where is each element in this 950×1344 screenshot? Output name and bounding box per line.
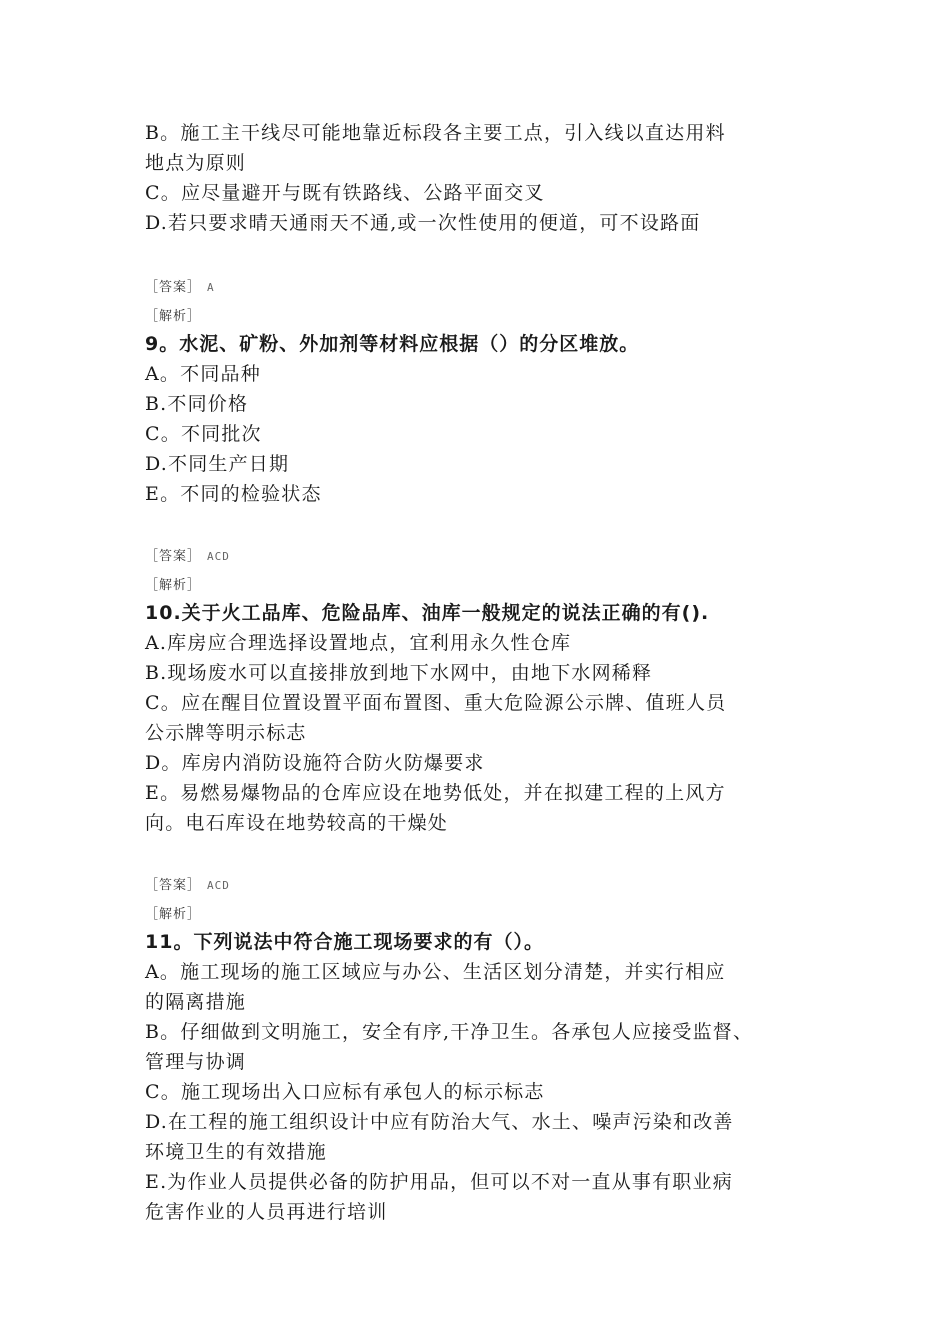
analysis-label: ［解析］ xyxy=(145,309,202,324)
q8-option-b-line1: B。施工主干线尽可能地靠近标段各主要工点，引入线以直达用料 xyxy=(145,122,726,144)
answer-value: ACD xyxy=(207,550,230,563)
q10-analysis-label xyxy=(145,906,201,924)
q8-option-c: C。应尽量避开与既有铁路线、公路平面交叉 xyxy=(145,182,545,204)
answer-label: ［答案］ xyxy=(145,549,202,564)
q10-answer xyxy=(145,877,230,895)
q11-option-e-line1: E.为作业人员提供必备的防护用品，但可以不对一直从事有职业病 xyxy=(145,1171,733,1193)
q11-option-d-line2: 环境卫生的有效措施 xyxy=(145,1141,327,1163)
answer-value: A xyxy=(207,281,215,294)
q11-option-a-line2: 的隔离措施 xyxy=(145,991,247,1013)
q10-option-e-line1: E。易燃易爆物品的仓库应设在地势低处，并在拟建工程的上风方 xyxy=(145,782,726,804)
answer-label: ［答案］ xyxy=(145,280,202,295)
q8-option-b-line2: 地点为原则 xyxy=(145,152,247,174)
q11-option-b-line1: B。仔细做到文明施工，安全有序,干净卫生。各承包人应接受监督、 xyxy=(145,1021,754,1043)
q11-option-b-line2: 管理与协调 xyxy=(145,1051,247,1073)
q9-analysis-label xyxy=(145,577,201,595)
q9-answer xyxy=(145,548,230,566)
q10-option-e-line2: 向。电石库设在地势较高的干燥处 xyxy=(145,812,449,834)
q11-option-e-line2: 危害作业的人员再进行培训 xyxy=(145,1201,388,1223)
q10-option-c-line1: C。应在醒目位置设置平面布置图、重大危险源公示牌、值班人员 xyxy=(145,692,727,714)
q9-option-c: C。不同批次 xyxy=(145,423,262,445)
q10-option-d: D。库房内消防设施符合防火防爆要求 xyxy=(145,752,485,774)
q11-question: 11。下列说法中符合施工现场要求的有（）。 xyxy=(145,931,544,953)
q8-analysis-label xyxy=(145,308,201,326)
q10-question: 10.关于火工品库、危险品库、油库一般规定的说法正确的有(). xyxy=(145,602,710,624)
q11-option-a-line1: A。施工现场的施工区域应与办公、生活区划分清楚，并实行相应 xyxy=(145,961,726,983)
q11-option-d-line1: D.在工程的施工组织设计中应有防治大气、水土、噪声污染和改善 xyxy=(145,1111,734,1133)
q9-option-a: A。不同品种 xyxy=(145,363,261,385)
q9-option-d: D.不同生产日期 xyxy=(145,453,290,475)
q10-option-b: B.现场废水可以直接排放到地下水网中，由地下水网稀释 xyxy=(145,662,653,684)
q8-answer xyxy=(145,279,215,297)
q10-option-a: A.库房应合理选择设置地点，宜利用永久性仓库 xyxy=(145,632,572,654)
q9-question: 9。水泥、矿粉、外加剂等材料应根据（）的分区堆放。 xyxy=(145,333,640,355)
q11-option-c: C。施工现场出入口应标有承包人的标示标志 xyxy=(145,1081,545,1103)
answer-value: ACD xyxy=(207,879,230,892)
q8-option-d: D.若只要求晴天通雨天不通,或一次性使用的便道，可不设路面 xyxy=(145,212,701,234)
q9-option-e: E。不同的检验状态 xyxy=(145,483,322,505)
q10-option-c-line2: 公示牌等明示标志 xyxy=(145,722,307,744)
analysis-label: ［解析］ xyxy=(145,907,202,922)
answer-label: ［答案］ xyxy=(145,878,202,893)
analysis-label: ［解析］ xyxy=(145,578,202,593)
q9-option-b: B.不同价格 xyxy=(145,393,249,415)
